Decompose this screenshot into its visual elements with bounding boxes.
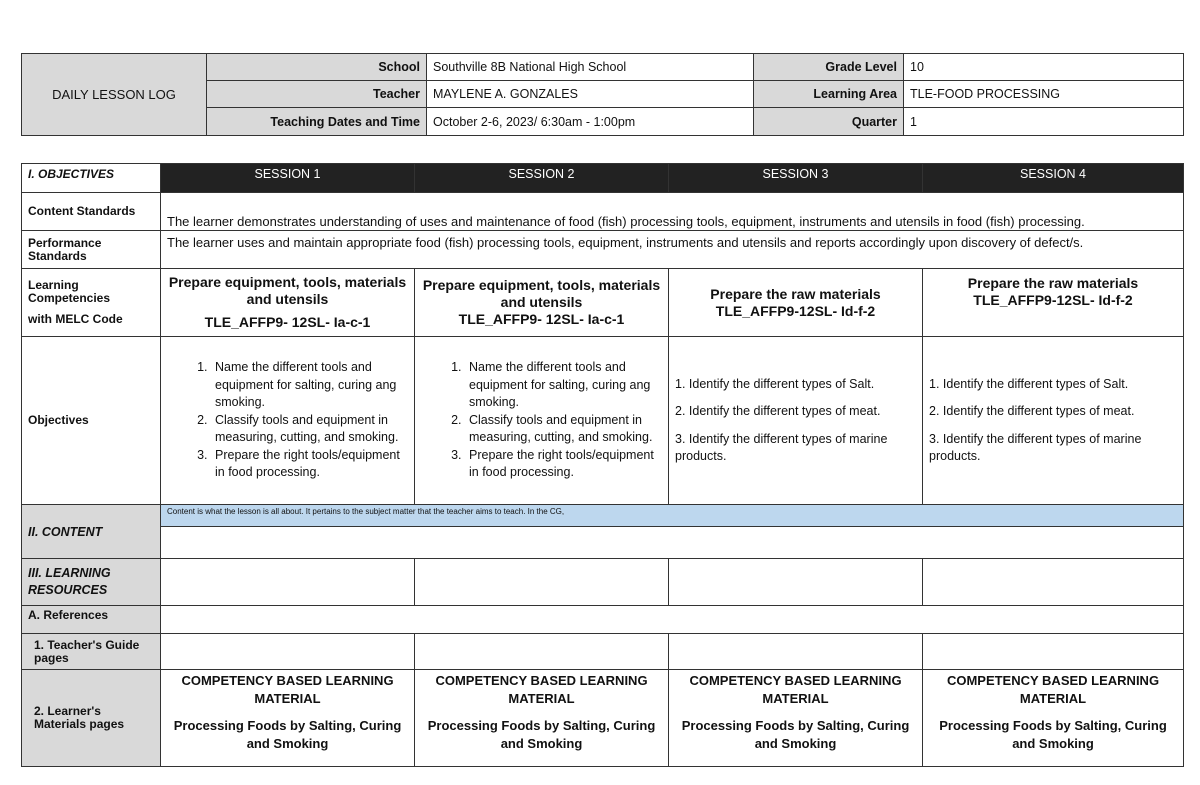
grade-level-value: 10 xyxy=(904,54,1184,81)
content-heading: II. CONTENT xyxy=(22,505,161,559)
learners-materials-session-1 xyxy=(161,670,415,767)
learning-material-subtitle: Processing Foods by Salting, Curing and Smoking xyxy=(681,718,910,751)
competency-session-3 xyxy=(669,269,923,337)
objective-paragraph: 2. Identify the different types of meat. xyxy=(929,404,1135,418)
daily-lesson-log-title: DAILY LESSON LOG xyxy=(22,54,207,136)
learning-area-label: Learning Area xyxy=(754,81,904,108)
competency-title: Prepare equipment, tools, materials and utensils xyxy=(422,277,661,310)
content-standards-label: Content Standards xyxy=(22,193,161,231)
references-entry xyxy=(161,606,1184,634)
learning-resources-heading: III. LEARNING RESOURCES xyxy=(22,559,161,606)
learning-material-title: COMPETENCY BASED LEARNING MATERIAL xyxy=(689,673,902,706)
school-label: School xyxy=(207,54,427,81)
teachers-guide-session-2 xyxy=(415,634,669,670)
objectives-session-3 xyxy=(669,337,923,505)
teachers-guide-label: 1. Teacher's Guide pages xyxy=(22,634,161,670)
school-value: Southville 8B National High School xyxy=(427,54,754,81)
objective-paragraph: 3. Identify the different types of marine products. xyxy=(929,431,1142,463)
performance-standards-label: Performance Standards xyxy=(22,231,161,269)
teacher-label: Teacher xyxy=(207,81,427,108)
list-item: 1. Name the different tools and equipment for salting, curing ang smoking. xyxy=(211,359,408,412)
learners-materials-label: 2. Learner's Materials pages xyxy=(22,670,161,767)
objectives-heading: I. OBJECTIVES xyxy=(22,164,161,193)
grade-level-label: Grade Level xyxy=(754,54,904,81)
header-table xyxy=(21,53,1184,136)
teachers-guide-session-3 xyxy=(669,634,923,670)
objectives-list xyxy=(167,359,408,482)
resources-session-3 xyxy=(669,559,923,606)
learning-material-subtitle: Processing Foods by Salting, Curing and Smoking xyxy=(427,718,656,751)
competency-session-2 xyxy=(415,269,669,337)
teaching-dates-label: Teaching Dates and Time xyxy=(207,108,427,136)
objective-paragraph: 1. Identify the different types of Salt. xyxy=(929,376,1129,391)
session-2-header: SESSION 2 xyxy=(415,164,669,193)
objective-paragraph: 3. Identify the different types of marine products. xyxy=(675,431,888,463)
competency-title: Prepare the raw materials xyxy=(967,275,1139,291)
teachers-guide-session-4 xyxy=(923,634,1184,670)
content-standards-text: The learner demonstrates understanding of uses and maintenance of food (fish) processing tools, equipment, instruments and utensils in food (fish) processing. xyxy=(161,193,1184,231)
teaching-dates-value: October 2-6, 2023/ 6:30am - 1:00pm xyxy=(427,108,754,136)
lesson-log-table xyxy=(21,163,1184,767)
list-item: 2. Classify tools and equipment in measuring, cutting, and smoking. xyxy=(465,412,662,447)
list-item: 3. Prepare the right tools/equipment in food processing. xyxy=(465,447,662,482)
objective-paragraph: 1. Identify the different types of Salt. xyxy=(675,376,875,391)
resources-session-2 xyxy=(415,559,669,606)
melc-code-label: with MELC Code xyxy=(28,312,123,326)
learning-material-title: COMPETENCY BASED LEARNING MATERIAL xyxy=(181,673,394,706)
learners-materials-session-4 xyxy=(923,670,1184,767)
resources-session-1 xyxy=(161,559,415,606)
learning-material-subtitle: Processing Foods by Salting, Curing and Smoking xyxy=(173,718,402,751)
session-4-header: SESSION 4 xyxy=(923,164,1184,193)
content-note: Content is what the lesson is all about. It pertains to the subject matter that the teacher aims to teach. In the CG, xyxy=(161,505,1184,527)
learners-materials-session-2 xyxy=(415,670,669,767)
quarter-label: Quarter xyxy=(754,108,904,136)
melc-code: TLE_AFFP9- 12SL- Ia-c-1 xyxy=(204,314,371,330)
objectives-session-4 xyxy=(923,337,1184,505)
list-item: 3. Prepare the right tools/equipment in food processing. xyxy=(211,447,408,482)
learners-materials-session-3 xyxy=(669,670,923,767)
objective-paragraph: 2. Identify the different types of meat. xyxy=(675,404,881,418)
learning-competencies-label-line: Learning Competencies xyxy=(28,278,111,305)
competency-title: Prepare the raw materials xyxy=(710,285,881,302)
objectives-session-2 xyxy=(415,337,669,505)
melc-code: TLE_AFFP9-12SL- Id-f-2 xyxy=(973,292,1133,308)
performance-standards-text: The learner uses and maintain appropriate food (fish) processing tools, equipment, instruments and utensils and reports accordingly upon discovery of defect/s. xyxy=(161,231,1184,269)
session-3-header: SESSION 3 xyxy=(669,164,923,193)
learning-material-title: COMPETENCY BASED LEARNING MATERIAL xyxy=(946,673,1160,706)
learning-material-title: COMPETENCY BASED LEARNING MATERIAL xyxy=(435,673,648,706)
session-1-header: SESSION 1 xyxy=(161,164,415,193)
melc-code: TLE_AFFP9- 12SL- Ia-c-1 xyxy=(458,311,625,327)
quarter-value: 1 xyxy=(904,108,1184,136)
learning-competencies-label xyxy=(22,269,161,337)
references-label: A. References xyxy=(22,606,161,634)
teachers-guide-session-1 xyxy=(161,634,415,670)
content-entry xyxy=(161,527,1184,559)
learning-area-value: TLE-FOOD PROCESSING xyxy=(904,81,1184,108)
competency-session-1 xyxy=(161,269,415,337)
teacher-value: MAYLENE A. GONZALES xyxy=(427,81,754,108)
objectives-list xyxy=(421,359,662,482)
list-item: 1. Name the different tools and equipment for salting, curing ang smoking. xyxy=(465,359,662,412)
resources-session-4 xyxy=(923,559,1184,606)
objectives-label: Objectives xyxy=(22,337,161,505)
objectives-session-1 xyxy=(161,337,415,505)
list-item: 2. Classify tools and equipment in measuring, cutting, and smoking. xyxy=(211,412,408,447)
learning-material-subtitle: Processing Foods by Salting, Curing and Smoking xyxy=(939,718,1167,751)
melc-code: TLE_AFFP9-12SL- Id-f-2 xyxy=(715,302,876,319)
competency-title: Prepare equipment, tools, materials and utensils xyxy=(168,274,407,307)
competency-session-4 xyxy=(923,269,1184,337)
